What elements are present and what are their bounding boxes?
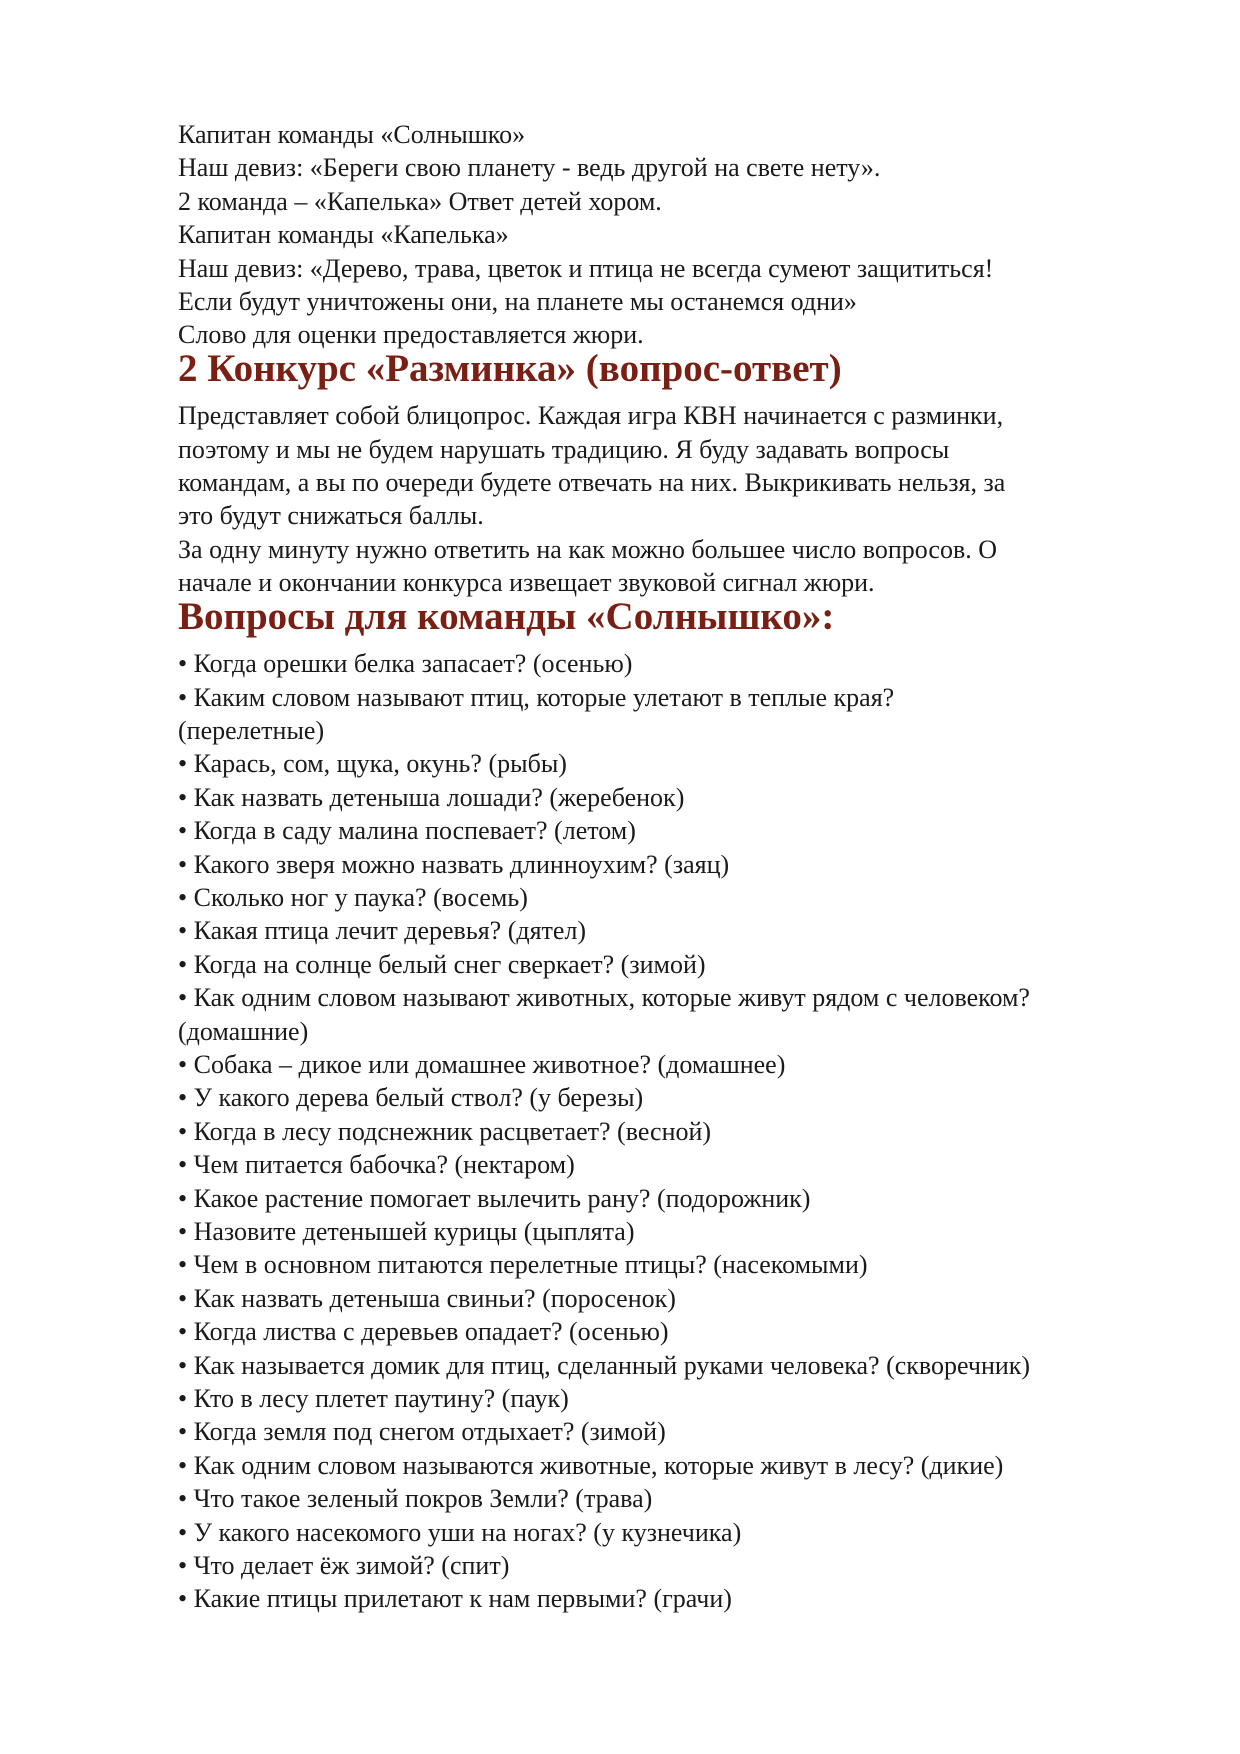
question-text: У какого насекомого уши на ногах? (у кузнечика) (193, 1517, 742, 1547)
question-text: У какого дерева белый ствол? (у березы) (193, 1083, 644, 1113)
bullet-icon: • (178, 882, 188, 912)
questions-heading: Вопросы для команды «Солнышко»: (178, 594, 835, 638)
bullet-icon: • (178, 916, 188, 946)
question-text: Какие птицы прилетают к нам первыми? (грачи) (193, 1584, 732, 1614)
description-line: поэтому и мы не будем нарушать традицию. Я буду задавать вопросы (178, 434, 950, 464)
question-text: Как называется домик для птиц, сделанный руками человека? (скворечник) (193, 1350, 1031, 1380)
question-text: Сколько ног у паука? (восемь) (193, 882, 528, 912)
bullet-icon: • (178, 649, 188, 679)
bullet-icon: • (178, 1517, 188, 1547)
bullet-icon: • (178, 782, 188, 812)
bullet-icon: • (178, 1384, 188, 1414)
bullet-icon: • (178, 983, 188, 1013)
question-item (178, 1248, 1168, 1281)
question-item (178, 681, 1168, 714)
question-item (178, 948, 1168, 981)
question-item (178, 1182, 1168, 1215)
description-line: Представляет собой блицопрос. Каждая игра КВН начинается с разминки, (178, 401, 1004, 431)
bullet-icon: • (178, 1551, 188, 1581)
bullet-icon: • (178, 1183, 188, 1213)
contest-description (178, 399, 1168, 599)
question-text: Кто в лесу плетет паутину? (паук) (193, 1384, 569, 1414)
question-item (178, 814, 1168, 847)
question-item (178, 1516, 1168, 1549)
intro-section (178, 118, 1168, 352)
bullet-icon: • (178, 1350, 188, 1380)
bullet-icon: • (178, 1317, 188, 1347)
bullet-icon: • (178, 1116, 188, 1146)
bullet-icon: • (178, 1417, 188, 1447)
question-text: (домашние) (178, 1016, 309, 1046)
question-text: Каким словом называют птиц, которые улетают в теплые края? (193, 682, 895, 712)
intro-line: Капитан команды «Капелька» (178, 220, 509, 250)
question-item (178, 1549, 1168, 1582)
bullet-icon: • (178, 749, 188, 779)
question-text: Когда на солнце белый снег сверкает? (зимой) (193, 949, 706, 979)
question-item (178, 881, 1168, 914)
bullet-icon: • (178, 1250, 188, 1280)
intro-line: Наш девиз: «Дерево, трава, цветок и птица не всегда сумеют защититься! (178, 253, 994, 283)
description-line: За одну минуту нужно ответить на как можно большее число вопросов. О (178, 534, 998, 564)
question-item (178, 647, 1168, 680)
bullet-icon: • (178, 1049, 188, 1079)
question-item (178, 1315, 1168, 1348)
question-text: Чем в основном питаются перелетные птицы? (насекомыми) (193, 1250, 868, 1280)
question-item (178, 1048, 1168, 1081)
question-item (178, 1148, 1168, 1181)
question-item (178, 1382, 1168, 1415)
question-text: Какое растение помогает вылечить рану? (подорожник) (193, 1183, 811, 1213)
question-item (178, 1215, 1168, 1248)
bullet-icon: • (178, 949, 188, 979)
bullet-icon: • (178, 682, 188, 712)
description-line: командам, а вы по очереди будете отвечать на них. Выкрикивать нельзя, за (178, 468, 1006, 498)
intro-line: Наш девиз: «Береги свою планету - ведь другой на свете нету». (178, 153, 881, 183)
contest-heading: 2 Конкурс «Разминка» (вопрос-ответ) (178, 346, 842, 390)
question-item (178, 1582, 1168, 1615)
bullet-icon: • (178, 816, 188, 846)
questions-list (178, 647, 1168, 1616)
question-item (178, 1081, 1168, 1114)
question-item (178, 848, 1168, 881)
question-text: (перелетные) (178, 715, 325, 745)
question-item (178, 1349, 1168, 1382)
question-text: Что делает ёж зимой? (спит) (193, 1551, 510, 1581)
bullet-icon: • (178, 1584, 188, 1614)
intro-line: Слово для оценки предоставляется жюри. (178, 320, 644, 350)
question-item (178, 1015, 1168, 1048)
question-text: Когда в лесу подснежник расцветает? (весной) (193, 1116, 712, 1146)
document-page (178, 118, 1168, 1616)
question-text: Какого зверя можно назвать длинноухим? (заяц) (193, 849, 730, 879)
question-text: Когда земля под снегом отдыхает? (зимой) (193, 1417, 666, 1447)
intro-line: 2 команда – «Капелька» Ответ детей хором. (178, 186, 662, 216)
bullet-icon: • (178, 1150, 188, 1180)
bullet-icon: • (178, 1283, 188, 1313)
question-text: Как назвать детеныша лошади? (жеребенок) (193, 782, 685, 812)
question-text: Когда в саду малина поспевает? (летом) (193, 816, 636, 846)
question-text: Назовите детенышей курицы (цыплята) (193, 1217, 635, 1246)
bullet-icon: • (178, 1450, 188, 1480)
description-line: это будут снижаться баллы. (178, 501, 484, 531)
question-text: Что такое зеленый покров Земли? (трава) (193, 1484, 653, 1514)
question-text: Карась, сом, щука, окунь? (рыбы) (193, 749, 567, 779)
question-item (178, 1115, 1168, 1148)
question-text: Как одним словом называются животные, которые живут в лесу? (дикие) (193, 1450, 1004, 1480)
question-item (178, 1449, 1168, 1482)
bullet-icon: • (178, 1484, 188, 1514)
bullet-icon: • (178, 1217, 188, 1246)
question-item (178, 1282, 1168, 1315)
question-text: Какая птица лечит деревья? (дятел) (193, 916, 587, 946)
question-item (178, 747, 1168, 780)
question-text: Собака – дикое или домашнее животное? (домашнее) (193, 1049, 786, 1079)
question-text: Когда листва с деревьев опадает? (осенью) (193, 1317, 669, 1347)
question-text: Когда орешки белка запасает? (осенью) (193, 649, 633, 679)
question-item (178, 1415, 1168, 1448)
question-text: Чем питается бабочка? (нектаром) (193, 1150, 575, 1180)
question-item (178, 981, 1168, 1014)
bullet-icon: • (178, 849, 188, 879)
intro-line: Если будут уничтожены они, на планете мы останемся одни» (178, 287, 857, 317)
bullet-icon: • (178, 1083, 188, 1113)
question-item (178, 714, 1168, 747)
question-item (178, 1482, 1168, 1515)
description-line: начале и окончании конкурса извещает звуковой сигнал жюри. (178, 568, 875, 598)
question-text: Как назвать детеныша свиньи? (поросенок) (193, 1283, 676, 1313)
question-text: Как одним словом называют животных, которые живут рядом с человеком? (193, 983, 1030, 1013)
question-item (178, 914, 1168, 947)
question-item (178, 781, 1168, 814)
intro-line: Капитан команды «Солнышко» (178, 120, 526, 149)
